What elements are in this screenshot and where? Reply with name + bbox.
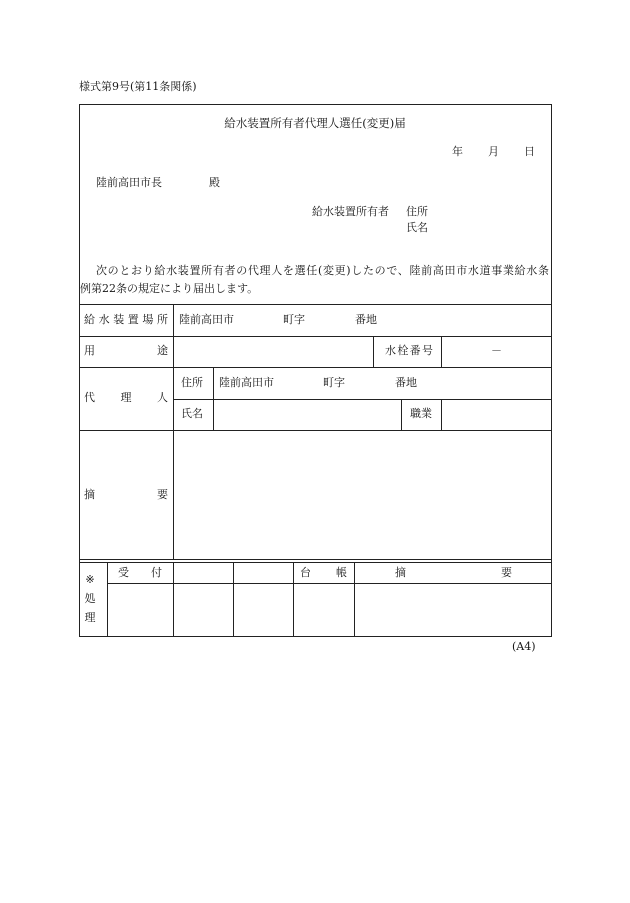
column-divider — [173, 562, 174, 636]
agent-occupation-label: 職業 — [410, 407, 432, 420]
label-char: 帳 — [336, 566, 347, 579]
agent-label — [84, 392, 168, 404]
label-char: 摘 — [84, 488, 95, 501]
label-char: 栓 — [397, 344, 409, 357]
column-divider — [233, 562, 234, 636]
agent-town: 町字 — [323, 376, 345, 389]
label-char: 要 — [157, 488, 168, 501]
table-rule — [173, 399, 551, 400]
column-divider — [107, 562, 108, 636]
processing-reception-label — [118, 567, 162, 579]
label-char: 所 — [156, 313, 168, 326]
agent-lot: 番地 — [395, 376, 417, 389]
double-rule-upper — [79, 559, 551, 560]
label-char: ※ — [85, 573, 95, 586]
location-label — [84, 314, 168, 326]
label-char: 要 — [501, 566, 512, 579]
column-divider — [401, 399, 402, 430]
label-char: 理 — [84, 611, 96, 624]
column-divider — [213, 367, 214, 430]
tap-number-value: － — [491, 344, 502, 357]
label-char: 給 — [84, 313, 95, 326]
processing-side-label — [84, 574, 96, 624]
form-code: 様式第9号(第11条関係) — [79, 80, 197, 93]
label-char: 人 — [157, 391, 168, 404]
applicant-address-label: 住所 — [406, 205, 428, 218]
column-divider — [441, 336, 442, 367]
label-char: 付 — [151, 566, 162, 579]
label-char: 置 — [127, 313, 139, 326]
column-divider — [373, 336, 374, 367]
label-char: 場 — [142, 313, 154, 326]
column-divider — [293, 562, 294, 636]
remarks-label — [84, 489, 168, 501]
date-month-label: 月 — [488, 145, 499, 158]
agent-city: 陸前高田市 — [219, 376, 274, 389]
paper-size-note: (A4) — [512, 640, 536, 653]
location-town: 町字 — [283, 313, 305, 326]
label-char: 摘 — [395, 566, 406, 579]
column-divider — [354, 562, 355, 636]
form-title: 給水装置所有者代理人選任(変更)届 — [224, 116, 406, 130]
agent-address-label: 住所 — [181, 376, 203, 389]
label-char: 号 — [421, 344, 433, 357]
tap-number-label — [385, 345, 433, 357]
addressee-name: 陸前高田市長 — [96, 176, 162, 189]
label-char: 受 — [118, 566, 129, 579]
label-char: 台 — [300, 566, 311, 579]
column-divider — [441, 399, 442, 430]
processing-ledger-label — [300, 567, 347, 579]
notice-text-line-1: 次のとおり給水装置所有者の代理人を選任(変更)したので、陸前高田市水道事業給水条 — [96, 264, 549, 277]
date-day-label: 日 — [524, 145, 535, 158]
table-rule — [79, 336, 551, 337]
label-char: 代 — [84, 391, 95, 404]
applicant-name-label: 氏名 — [406, 221, 428, 234]
label-char: 番 — [409, 344, 421, 357]
table-rule — [79, 430, 551, 431]
addressee-honorific: 殿 — [209, 176, 220, 189]
location-lot: 番地 — [355, 313, 377, 326]
processing-remarks-label — [395, 567, 512, 579]
label-char: 水 — [98, 313, 110, 326]
double-rule-lower — [79, 562, 551, 563]
label-char: 用 — [84, 344, 95, 357]
location-city: 陸前高田市 — [179, 313, 234, 326]
label-char: 水 — [385, 344, 396, 357]
label-char: 途 — [157, 344, 168, 357]
applicant-role: 給水装置所有者 — [312, 205, 389, 218]
label-char: 装 — [113, 313, 125, 326]
label-char: 処 — [84, 592, 96, 605]
column-divider — [173, 304, 174, 559]
usage-label — [84, 345, 168, 357]
agent-name-label: 氏名 — [181, 407, 203, 420]
table-rule — [79, 304, 551, 305]
date-year-label: 年 — [452, 145, 463, 158]
label-char: 理 — [120, 391, 132, 404]
notice-text-line-2: 例第22条の規定により届出します。 — [80, 282, 259, 295]
table-rule — [79, 367, 551, 368]
